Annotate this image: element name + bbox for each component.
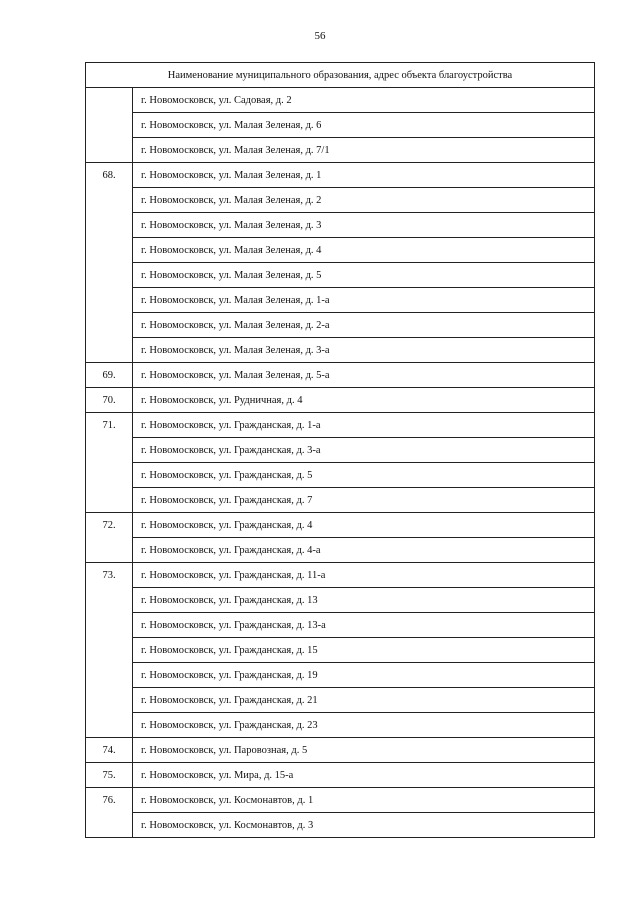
row-number [86, 613, 133, 638]
table-row [86, 288, 595, 313]
table-row [86, 563, 595, 588]
row-number [86, 338, 133, 363]
row-address: г. Новомосковск, ул. Гражданская, д. 7 [133, 488, 595, 513]
row-address: г. Новомосковск, ул. Мира, д. 15-а [133, 763, 595, 788]
table-row [86, 313, 595, 338]
table-row [86, 438, 595, 463]
table-body [86, 88, 595, 838]
table-row [86, 388, 595, 413]
row-address: г. Новомосковск, ул. Гражданская, д. 13 [133, 588, 595, 613]
table-row [86, 463, 595, 488]
row-number [86, 138, 133, 163]
table-row [86, 213, 595, 238]
row-number [86, 488, 133, 513]
row-number [86, 688, 133, 713]
table-row [86, 638, 595, 663]
row-address: г. Новомосковск, ул. Гражданская, д. 3-а [133, 438, 595, 463]
table-row [86, 363, 595, 388]
row-address: г. Новомосковск, ул. Малая Зеленая, д. 5 [133, 263, 595, 288]
page-number: 56 [314, 30, 326, 42]
table-row [86, 413, 595, 438]
row-number [86, 238, 133, 263]
table-row [86, 738, 595, 763]
table-row [86, 163, 595, 188]
row-address: г. Новомосковск, ул. Паровозная, д. 5 [133, 738, 595, 763]
table-row [86, 513, 595, 538]
row-address: г. Новомосковск, ул. Малая Зеленая, д. 5-а [133, 363, 595, 388]
row-address: г. Новомосковск, ул. Космонавтов, д. 3 [133, 813, 595, 838]
table-row [86, 338, 595, 363]
table-row [86, 663, 595, 688]
row-number [86, 88, 133, 113]
row-number: 68. [86, 163, 133, 188]
row-address: г. Новомосковск, ул. Малая Зеленая, д. 4 [133, 238, 595, 263]
table-row [86, 688, 595, 713]
row-address: г. Новомосковск, ул. Гражданская, д. 1-а [133, 413, 595, 438]
row-number [86, 438, 133, 463]
row-address: г. Новомосковск, ул. Гражданская, д. 4 [133, 513, 595, 538]
row-address: г. Новомосковск, ул. Садовая, д. 2 [133, 88, 595, 113]
row-number [86, 538, 133, 563]
row-address: г. Новомосковск, ул. Малая Зеленая, д. 1-а [133, 288, 595, 313]
row-address: г. Новомосковск, ул. Малая Зеленая, д. 3 [133, 213, 595, 238]
table-row [86, 813, 595, 838]
row-address: г. Новомосковск, ул. Малая Зеленая, д. 3-а [133, 338, 595, 363]
row-number: 74. [86, 738, 133, 763]
row-address: г. Новомосковск, ул. Гражданская, д. 5 [133, 463, 595, 488]
table-row [86, 113, 595, 138]
row-address: г. Новомосковск, ул. Гражданская, д. 15 [133, 638, 595, 663]
table-row [86, 488, 595, 513]
table-row [86, 263, 595, 288]
row-number: 75. [86, 763, 133, 788]
row-number [86, 638, 133, 663]
address-table [85, 62, 595, 838]
table-header-row [86, 63, 595, 88]
row-address: г. Новомосковск, ул. Гражданская, д. 21 [133, 688, 595, 713]
row-number: 72. [86, 513, 133, 538]
row-address: г. Новомосковск, ул. Гражданская, д. 23 [133, 713, 595, 738]
row-number [86, 288, 133, 313]
table-row [86, 538, 595, 563]
table-row [86, 588, 595, 613]
row-address: г. Новомосковск, ул. Малая Зеленая, д. 6 [133, 113, 595, 138]
table-header: Наименование муниципального образования, адрес объекта благоустройства [86, 63, 595, 88]
row-number [86, 263, 133, 288]
row-number: 71. [86, 413, 133, 438]
table-row [86, 763, 595, 788]
row-address: г. Новомосковск, ул. Гражданская, д. 19 [133, 663, 595, 688]
row-number [86, 713, 133, 738]
row-number [86, 113, 133, 138]
table-row [86, 88, 595, 113]
row-address: г. Новомосковск, ул. Малая Зеленая, д. 2 [133, 188, 595, 213]
table-row [86, 713, 595, 738]
row-address: г. Новомосковск, ул. Малая Зеленая, д. 2-а [133, 313, 595, 338]
row-address: г. Новомосковск, ул. Рудничная, д. 4 [133, 388, 595, 413]
row-number [86, 813, 133, 838]
row-number [86, 188, 133, 213]
row-number [86, 213, 133, 238]
row-number: 73. [86, 563, 133, 588]
row-address: г. Новомосковск, ул. Гражданская, д. 4-а [133, 538, 595, 563]
row-address: г. Новомосковск, ул. Гражданская, д. 13-а [133, 613, 595, 638]
row-address: г. Новомосковск, ул. Малая Зеленая, д. 1 [133, 163, 595, 188]
table-row [86, 138, 595, 163]
row-number [86, 463, 133, 488]
row-number [86, 588, 133, 613]
row-number: 76. [86, 788, 133, 813]
table-row [86, 188, 595, 213]
row-number: 70. [86, 388, 133, 413]
row-number: 69. [86, 363, 133, 388]
table-row [86, 238, 595, 263]
row-address: г. Новомосковск, ул. Малая Зеленая, д. 7/1 [133, 138, 595, 163]
row-address: г. Новомосковск, ул. Космонавтов, д. 1 [133, 788, 595, 813]
row-address: г. Новомосковск, ул. Гражданская, д. 11-а [133, 563, 595, 588]
row-number [86, 313, 133, 338]
table-row [86, 613, 595, 638]
row-number [86, 663, 133, 688]
table-row [86, 788, 595, 813]
